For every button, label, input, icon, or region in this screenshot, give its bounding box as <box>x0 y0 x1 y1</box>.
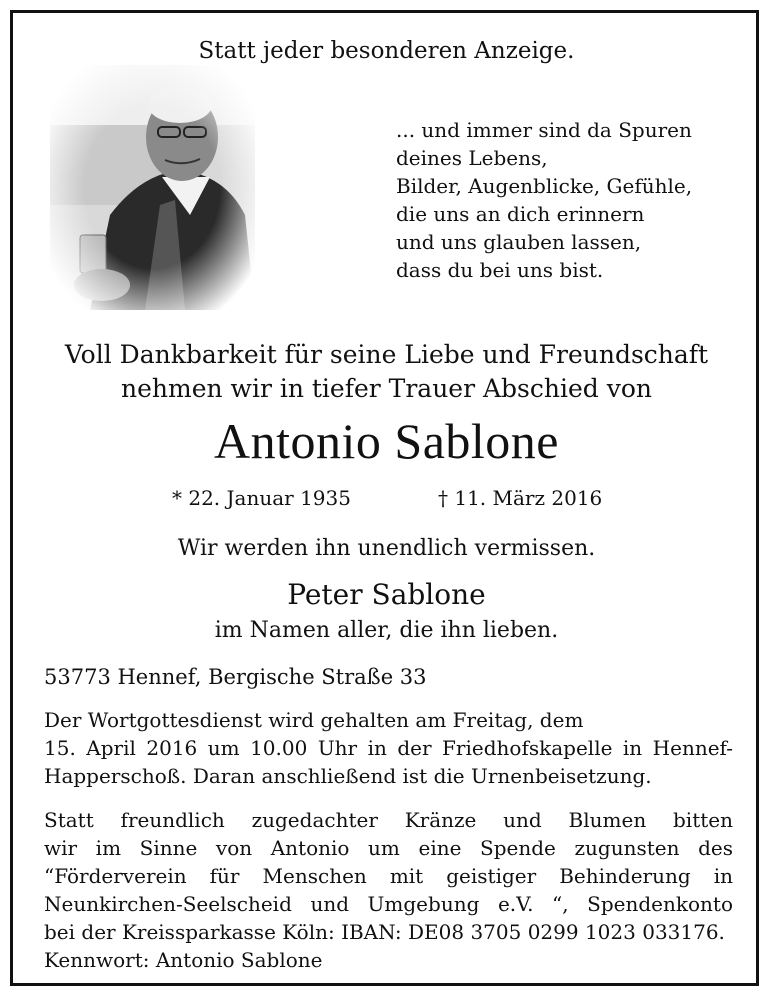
poem <box>396 116 692 284</box>
donation-line: Neunkirchen-Seelscheid und Umgebung e.V. “, Spendenkonto <box>44 892 733 916</box>
intro-text <box>0 338 773 406</box>
poem-line: Bilder, Augenblicke, Gefühle, <box>396 174 693 198</box>
death-date: † 11. März 2016 <box>438 486 603 510</box>
intro-line: nehmen wir in tiefer Trauer Abschied von <box>121 374 652 403</box>
service-line: 15. April 2016 um 10.00 Uhr in der Friedhofskapelle in Hennef- <box>44 736 733 760</box>
poem-line: die uns an dich erinnern <box>396 202 645 226</box>
notice-header: Statt jeder besonderen Anzeige. <box>198 38 575 64</box>
donation-line: wir im Sinne von Antonio um eine Spende zugunsten des <box>44 836 733 860</box>
service-line: Happerschoß. Daran anschließend ist die Urnenbeisetzung. <box>44 764 652 788</box>
portrait-photo <box>50 65 255 310</box>
donation-line: bei der Kreissparkasse Köln: IBAN: DE08 3705 0299 1023 033176. <box>44 920 725 944</box>
service-info <box>44 706 733 790</box>
deceased-name: Antonio Sablone <box>214 413 559 469</box>
poem-line: deines Lebens, <box>396 146 548 170</box>
intro-line: Voll Dankbarkeit für seine Liebe und Freundschaft <box>64 340 709 369</box>
miss-text: Wir werden ihn unendlich vermissen. <box>177 536 596 561</box>
poem-line: und uns glauben lassen, <box>396 230 642 254</box>
donation-info <box>44 806 733 974</box>
donation-line: Kennwort: Antonio Sablone <box>44 948 323 972</box>
service-line: Der Wortgottesdienst wird gehalten am Freitag, dem <box>44 708 584 732</box>
poem-line: ... und immer sind da Spuren <box>396 118 692 142</box>
signer-name: Peter Sablone <box>287 578 486 611</box>
donation-line: Statt freundlich zugedachter Kränze und Blumen bitten <box>44 808 733 832</box>
on-behalf-text: im Namen aller, die ihn lieben. <box>214 618 559 643</box>
poem-line: dass du bei uns bist. <box>396 258 604 282</box>
address: 53773 Hennef, Bergische Straße 33 <box>44 665 427 689</box>
birth-date: * 22. Januar 1935 <box>172 486 351 510</box>
donation-line: “Förderverein für Menschen mit geistiger Behinderung in <box>44 864 733 888</box>
